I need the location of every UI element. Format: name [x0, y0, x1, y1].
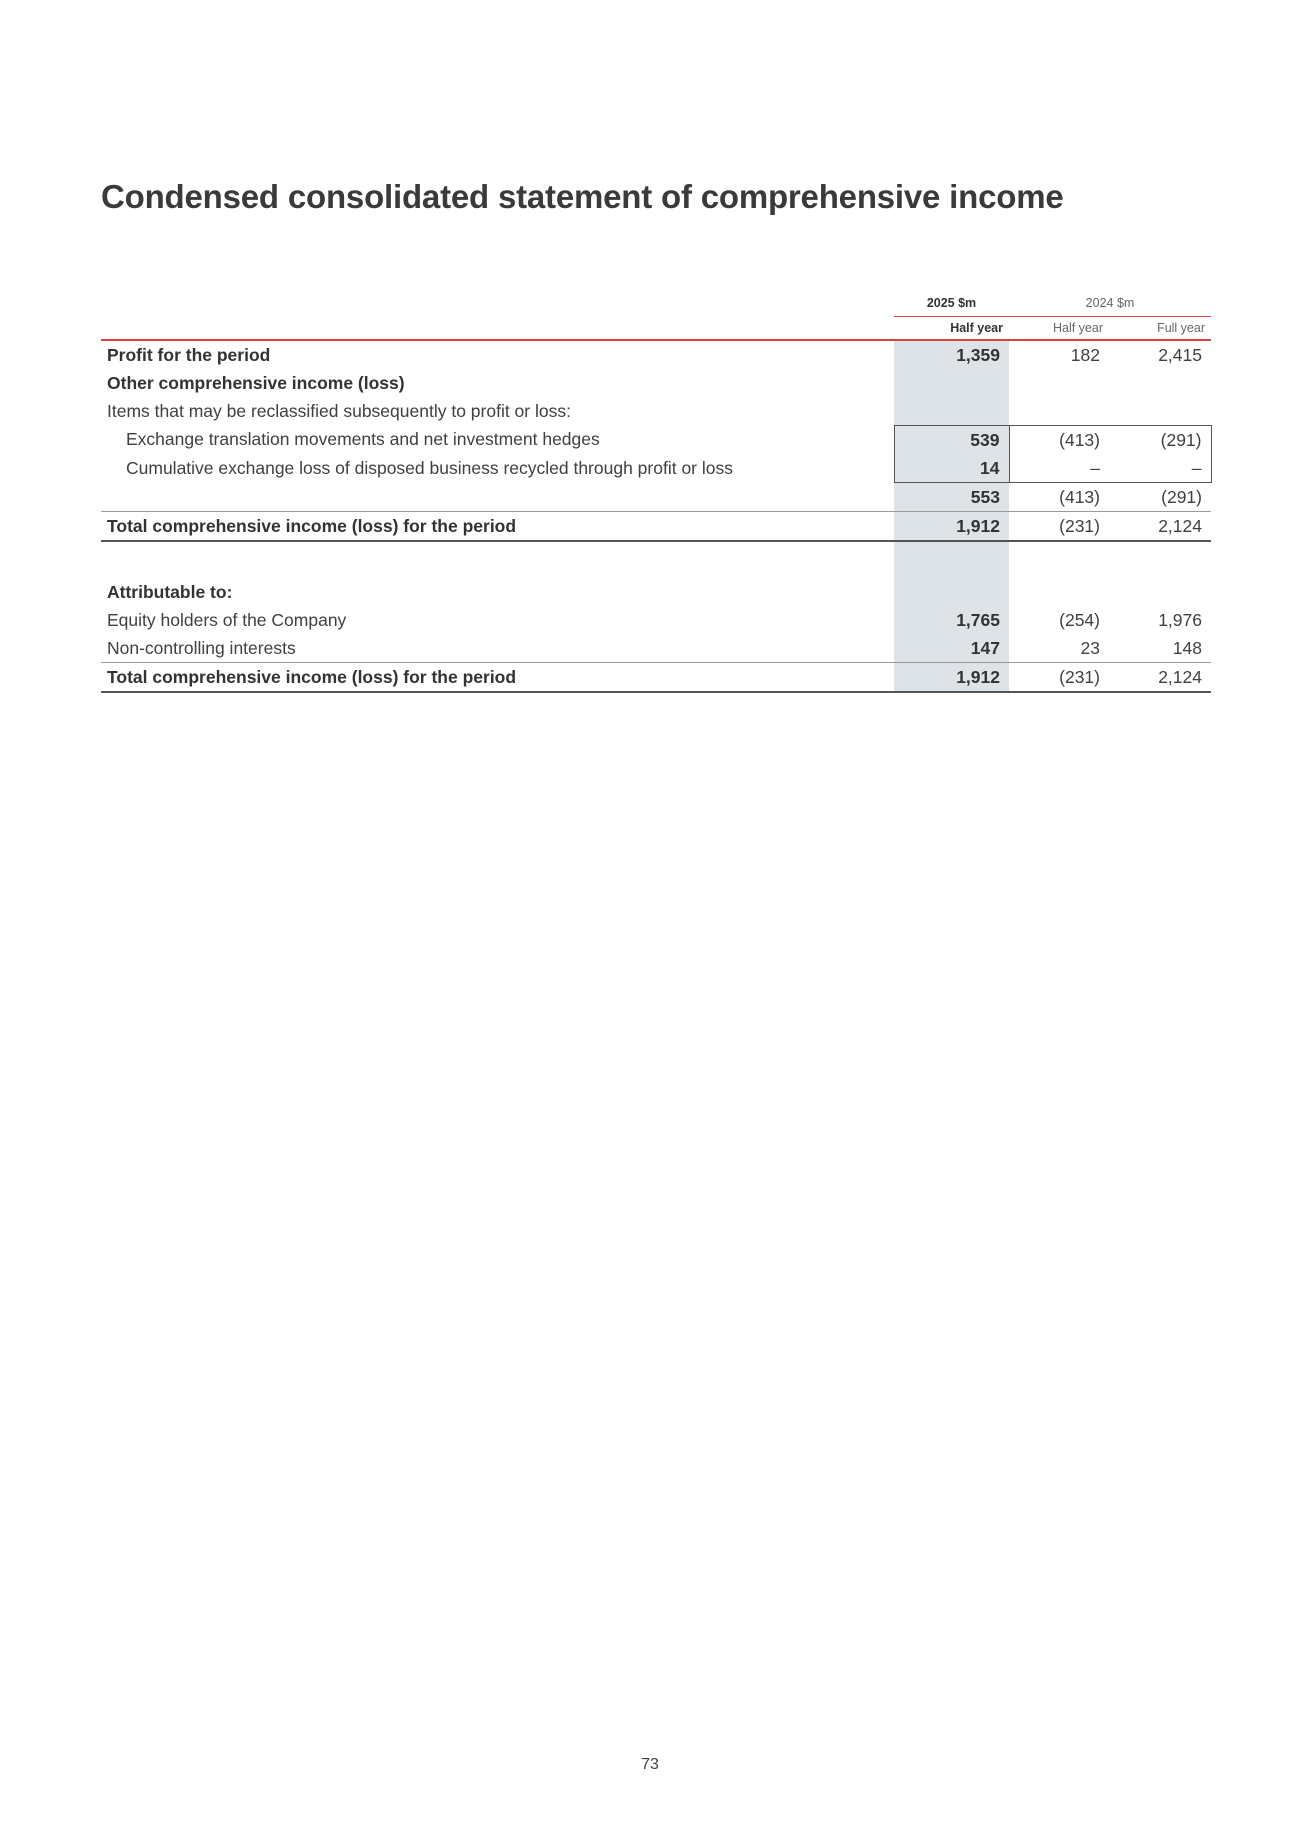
value-2024-half-year: 182 — [1070, 344, 1100, 365]
table-row — [101, 634, 1211, 663]
spacer-row — [101, 541, 1211, 578]
total-row — [101, 663, 1211, 693]
header-half-year-2025: Half year — [894, 317, 1009, 341]
value-2024-full-year — [1109, 397, 1211, 426]
value-2024-full-year: 2,124 — [1109, 663, 1211, 693]
table-row — [101, 454, 1211, 483]
row-label: Profit for the period — [107, 344, 271, 365]
row-label: Total comprehensive income (loss) for the period — [101, 512, 894, 542]
value-2024-full-year: 1,976 — [1158, 609, 1202, 630]
header-row-periods — [101, 317, 1211, 341]
header-year-2024: 2024 $m — [1009, 290, 1211, 317]
value-2024-half-year — [1009, 397, 1109, 426]
table-row — [101, 397, 1211, 426]
value-2024-full-year — [1109, 578, 1211, 606]
value-2025-half-year: 1,912 — [894, 663, 1009, 693]
value-2024-full-year: (291) — [1109, 426, 1211, 455]
subtotal-row — [101, 483, 1211, 512]
table-row — [101, 578, 1211, 606]
row-label: Total comprehensive income (loss) for the period — [101, 663, 894, 693]
value-2025-half-year — [894, 369, 1009, 397]
income-statement-table — [101, 290, 1212, 693]
total-row — [101, 512, 1211, 542]
value-2025-half-year: 1,359 — [894, 340, 1009, 369]
value-2024-half-year: – — [1009, 454, 1109, 483]
value-2024-half-year: (413) — [1009, 483, 1109, 512]
header-year-2025: 2025 $m — [894, 290, 1009, 317]
value-2024-full-year: – — [1109, 454, 1211, 483]
header-spacer — [101, 290, 894, 317]
page-number: 73 — [641, 1756, 659, 1773]
table-row — [101, 426, 1211, 455]
value-2024-half-year: (231) — [1009, 663, 1109, 693]
value-2025-half-year: 553 — [894, 483, 1009, 512]
row-label: Equity holders of the Company — [107, 609, 347, 630]
row-label: Items that may be reclassified subsequently to profit or loss: — [107, 400, 571, 421]
value-2024-half-year — [1009, 578, 1109, 606]
value-2024-full-year: 2,124 — [1109, 512, 1211, 542]
header-row-years — [101, 290, 1211, 317]
income-statement-table-wrapper — [101, 290, 1211, 693]
value-2024-half-year — [1009, 369, 1109, 397]
table-row — [101, 606, 1211, 634]
value-2025-half-year: 539 — [894, 426, 1009, 455]
header-half-year-2024: Half year — [1009, 317, 1109, 341]
value-2024-full-year — [1109, 369, 1211, 397]
spacer-cell — [1009, 541, 1109, 578]
spacer-cell — [101, 541, 894, 578]
header-spacer — [101, 317, 894, 341]
value-2024-full-year: 2,415 — [1158, 344, 1202, 365]
value-2024-half-year: (254) — [1059, 609, 1100, 630]
header-full-year-2024: Full year — [1109, 317, 1211, 341]
value-2025-half-year: 1,765 — [894, 606, 1009, 634]
value-2025-half-year — [894, 397, 1009, 426]
row-label — [101, 483, 894, 512]
value-2024-full-year: (291) — [1109, 483, 1211, 512]
value-2025-half-year — [894, 578, 1009, 606]
value-2024-half-year: (413) — [1009, 426, 1109, 455]
row-label: Cumulative exchange loss of disposed business recycled through profit or loss — [126, 457, 733, 478]
value-2024-half-year: 23 — [1009, 634, 1109, 663]
value-2024-half-year: (231) — [1009, 512, 1109, 542]
row-label: Attributable to: — [107, 581, 233, 602]
spacer-cell — [1109, 541, 1211, 578]
table-row — [101, 369, 1211, 397]
value-2025-half-year: 147 — [894, 634, 1009, 663]
value-2025-half-year: 1,912 — [894, 512, 1009, 542]
row-label: Other comprehensive income (loss) — [107, 372, 405, 393]
spacer-cell — [894, 541, 1009, 578]
value-2025-half-year: 14 — [894, 454, 1009, 483]
value-2024-full-year: 148 — [1109, 634, 1211, 663]
page-title: Condensed consolidated statement of comprehensive income — [101, 178, 1064, 215]
row-label: Exchange translation movements and net investment hedges — [126, 429, 600, 450]
table-row — [101, 340, 1211, 369]
row-label: Non-controlling interests — [101, 634, 894, 663]
